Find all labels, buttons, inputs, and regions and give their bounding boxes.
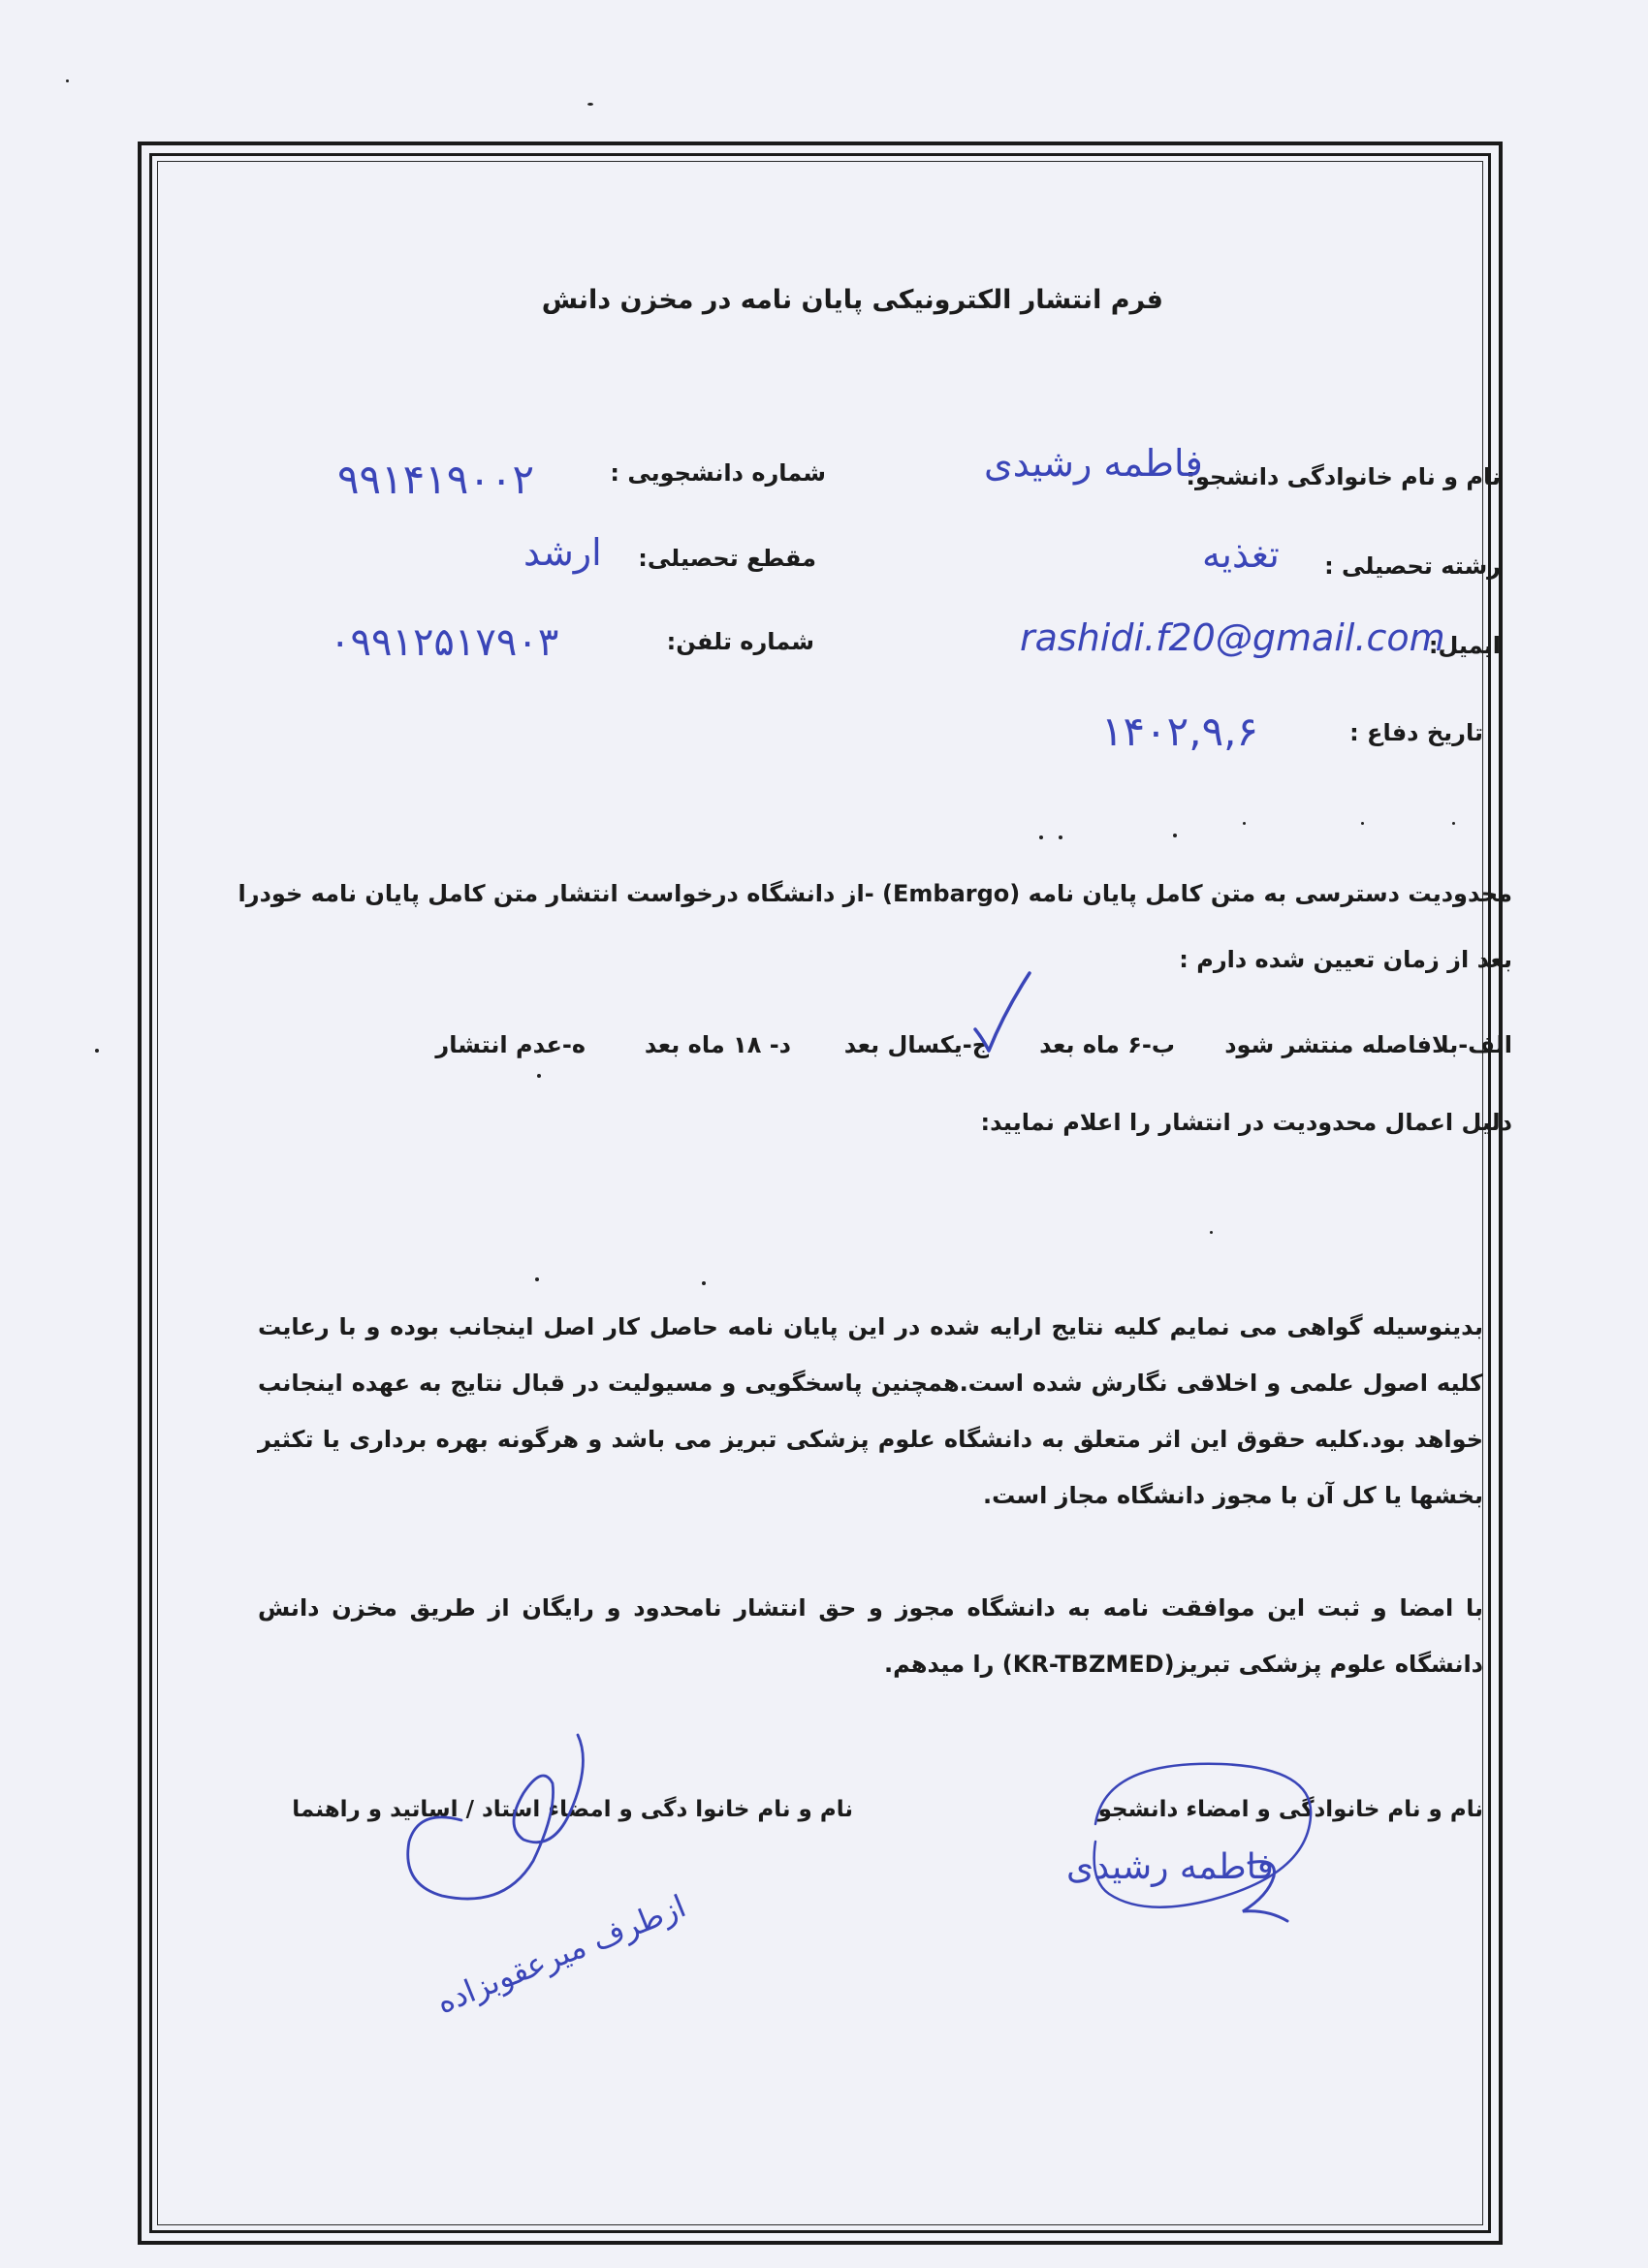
student-signature-scrawl-icon <box>1229 1853 1297 1931</box>
defense-date-label: تاریخ دفاع : <box>1349 719 1483 746</box>
supervisor-signature-icon <box>397 1725 601 1919</box>
speck <box>1361 822 1364 825</box>
student-number-label: شماره دانشجویی : <box>610 459 826 487</box>
license-paragraph: با امضا و ثبت این موافقت نامه به دانشگاه مجوز و حق انتشار نامحدود و رایگان از طریق مخزن دانش دانشگاه علوم پزشکی تبریز(KR-TBZMED) را میدهم. <box>258 1594 1483 1678</box>
major-value: تغذیه <box>1202 533 1280 576</box>
email-value: rashidi.f20@gmail.com <box>1020 616 1445 659</box>
embargo-option-d: د- ۱۸ ماه بعد <box>644 1031 791 1058</box>
phone-label: شماره تلفن: <box>666 628 814 655</box>
student-name-value: فاطمه رشیدی <box>984 442 1203 485</box>
embargo-option-c: ج-یکسال بعد <box>843 1031 989 1058</box>
student-signature-name: فاطمه رشیدی <box>1066 1847 1274 1887</box>
embargo-line-2: بعد از زمان تعیین شده دارم : <box>1179 946 1512 973</box>
form-title: فرم انتشار الکترونیکی پایان نامه در مخزن دانش <box>541 285 1163 315</box>
degree-label: مقطع تحصیلی: <box>638 545 816 572</box>
speck <box>1243 822 1246 825</box>
embargo-line-1: محدودیت دسترسی به متن کامل پایان نامه (Embargo) -از دانشگاه درخواست انتشار متن کامل پایان نامه خودرا <box>238 880 1512 907</box>
checkmark-icon <box>969 969 1037 1056</box>
phone-value: ۰۹۹۱۲۵۱۷۹۰۳ <box>330 620 559 665</box>
defense-date-value: ۱۴۰۲,۹,۶ <box>1101 708 1259 755</box>
student-signature-label: نام و نام خانوادگی و امضاء دانشجو <box>1097 1797 1483 1822</box>
speck <box>702 1281 706 1285</box>
embargo-option-e: ه-عدم انتشار <box>435 1031 586 1058</box>
speck <box>1173 834 1177 837</box>
supervisor-signature-name: ازطرف میرعقوبزاده <box>430 1887 691 2022</box>
supervisor-signature-label: نام و نام خانوا دگی و امضاء استاد / اساتید و راهنما <box>292 1797 853 1822</box>
degree-value: ارشد <box>523 531 602 574</box>
speck <box>1452 822 1455 825</box>
speck <box>1210 1231 1213 1234</box>
embargo-option-a: الف-بلافاصله منتشر شود <box>1224 1031 1512 1058</box>
student-number-value: ۹۹۱۴۱۹۰۰۲ <box>337 456 535 503</box>
speck <box>1059 835 1062 839</box>
speck <box>587 103 593 106</box>
embargo-option-b: ب-۶ ماه بعد <box>1039 1031 1175 1058</box>
declaration-paragraph: بدینوسیله گواهی می نمایم کلیه نتایج ارایه شده در این پایان نامه حاصل کار اصل اینجانب بوده و با رعایت کلیه اصول علمی و اخلاقی نگارش شده است.همچنین پاسخگویی و مسیولیت در قبال نتایج به عهده اینجانب خواهد بود.کلیه حقوق این اثر متعلق به دانشگاه علوم پزشکی تبریز می باشد و هرگونه بهره برداری یا تکثیر بخشها یا کل آن با مجوز دانشگاه مجاز است. <box>258 1313 1483 1509</box>
speck <box>66 79 69 82</box>
speck <box>95 1049 99 1053</box>
email-label: ایمیل: <box>1428 632 1501 659</box>
major-label: رشته تحصیلی : <box>1324 552 1501 580</box>
embargo-reason-label: دلیل اعمال محدودیت در انتشار را اعلام نمایید: <box>980 1109 1512 1136</box>
speck <box>537 1074 541 1078</box>
student-name-label: نام و نام خانوادگی دانشجو: <box>1186 463 1501 490</box>
speck <box>1039 835 1043 839</box>
speck <box>535 1277 539 1281</box>
